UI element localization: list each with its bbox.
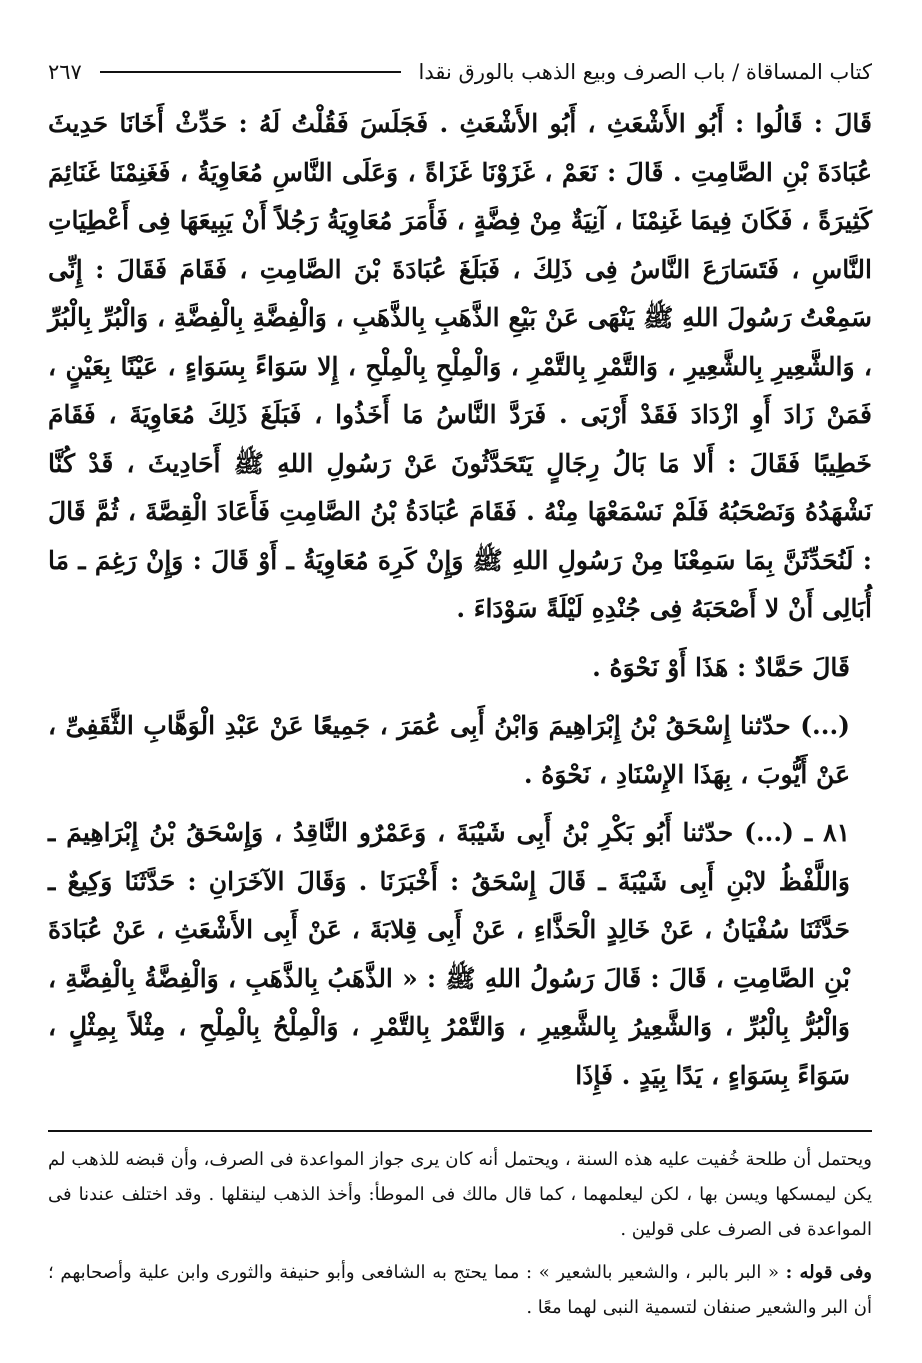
running-header [48, 52, 872, 92]
running-header-title: كتاب المساقاة / باب الصرف وبيع الذهب بالورق نقدا [418, 60, 872, 84]
footnote-lead: وفى قوله : [785, 1262, 873, 1283]
footnotes [48, 1142, 872, 1325]
header-rule [100, 71, 401, 73]
body-paragraph-2: قَالَ حَمَّادٌ : هَذَا أَوْ نَحْوَهُ . [592, 652, 850, 682]
footnote-separator [48, 1130, 872, 1132]
body-paragraph-3: (...) حدّثنا إِسْحَقُ بْنُ إِبْرَاهِيمَ وَابْنُ أَبِى عُمَرَ ، جَمِيعًا عَنْ عَبْدِ الْوَهَّابِ الثَّقَفِىِّ ، عَنْ أَيُّوبَ ، بِهَذَا الإِسْنَادِ ، نَحْوَهُ . [48, 711, 850, 789]
page-number: ٢٦٧ [48, 60, 82, 84]
footnote-text: « البر بالبر ، والشعير بالشعير » : مما يحتج به الشافعى وأبو حنيفة والثورى وابن علية وأصحابهم ؛ أن البر والشعير صنفان لتسمية النبى لهما معًا . [48, 1262, 872, 1318]
footnote-paragraph-1: ويحتمل أن طلحة خُفيت عليه هذه السنة ، ويحتمل أنه كان يرى جواز المواعدة فى الصرف، وأن قبضه للذهب لم يكن ليمسكها ويسن بها ، لكن ليعلمهما ، كما قال مالك فى الموطأ: وأخذ الذهب لينقلها . وقد اختلف عندنا فى المواعدة فى الصرف على قولين . [48, 1149, 872, 1240]
body-paragraph-4: ٨١ ـ (...) حدّثنا أَبُو بَكْرِ بْنُ أَبِى شَيْبَةَ ، وَعَمْرٌو النَّاقِدُ ، وَإِسْحَقُ بْنُ إِبْرَاهِيمَ ـ وَاللَّفْظُ لابْنِ أَبِى شَيْبَةَ ـ قَالَ إِسْحَقُ : أَخْبَرَنَا . وَقَالَ الآخَرَانِ : حَدَّثَنَا وَكِيعٌ ـ حَدَّثَنَا سُفْيَانُ ، عَنْ خَالِدٍ الْحَذَّاءِ ، عَنْ أَبِى قِلابَةَ ، عَنْ أَبِى الأَشْعَثِ ، عَنْ عُبَادَةَ بْنِ الصَّامِتِ ، قَالَ : قَالَ رَسُولُ اللهِ ﷺ : « الذَّهَبُ بِالذَّهَبِ ، وَالْفِضَّةُ بِالْفِضَّةِ ، وَالْبُرُّ بِالْبُرِّ ، وَالشَّعِيرُ بِالشَّعِيرِ ، وَالتَّمْرُ بِالتَّمْرِ ، وَالْمِلْحُ بِالْمِلْحِ ، مِثْلاً بِمِثْلٍ ، سَوَاءً بِسَوَاءٍ ، يَدًا بِيَدٍ . فَإِذَا [48, 818, 850, 1090]
body-paragraph-1: قَالَ : قَالُوا : أَبُو الأَشْعَثِ ، أَبُو الأَشْعَثِ . فَجَلَسَ فَقُلْتُ لَهُ : حَدِّثْ أَخَانَا حَدِيثَ عُبَادَةَ بْنِ الصَّامِتِ . قَالَ : نَعَمْ ، غَزَوْنَا غَزَاةً ، وَعَلَى النَّاسِ مُعَاوِيَةُ ، فَغَنِمْنَا غَنَائِمَ كَثِيرَةً ، فَكَانَ فِيمَا غَنِمْنَا ، آنِيَةٌ مِنْ فِضَّةٍ ، فَأَمَرَ مُعَاوِيَةُ رَجُلاً أَنْ يَبِيعَهَا فِى أَعْطِيَاتِ النَّاسِ ، فَتَسَارَعَ النَّاسُ فِى ذَلِكَ ، فَبَلَغَ عُبَادَةَ بْنَ الصَّامِتِ ، فَقَامَ فَقَالَ : إِنِّى سَمِعْتُ رَسُولَ اللهِ ﷺ يَنْهَى عَنْ بَيْعِ الذَّهَبِ بِالذَّهَبِ ، وَالْفِضَّةِ بِالْفِضَّةِ ، وَالْبُرِّ بِالْبُرِّ ، وَالشَّعِيرِ بِالشَّعِيرِ ، وَالتَّمْرِ بِالتَّمْرِ ، وَالْمِلْحِ بِالْمِلْحِ ، إِلا سَوَاءً بِسَوَاءٍ ، عَيْنًا بِعَيْنٍ ، فَمَنْ زَادَ أَوِ ازْدَادَ فَقَدْ أَرْبَى . فَرَدَّ النَّاسُ مَا أَخَذُوا ، فَبَلَغَ ذَلِكَ مُعَاوِيَةَ ، فَقَامَ خَطِيبًا فَقَالَ : أَلا مَا بَالُ رِجَالٍ يَتَحَدَّثُونَ عَنْ رَسُولِ اللهِ ﷺ أَحَادِيثَ ، قَدْ كُنَّا نَشْهَدُهُ وَنَصْحَبُهُ فَلَمْ نَسْمَعْهَا مِنْهُ . فَقَامَ عُبَادَةُ بْنُ الصَّامِتِ فَأَعَادَ الْقِصَّةَ ، ثُمَّ قَالَ : لَنُحَدِّثَنَّ بِمَا سَمِعْنَا مِنْ رَسُولِ اللهِ ﷺ وَإِنْ كَرِهَ مُعَاوِيَةُ ـ أَوْ قَالَ : وَإِنْ رَغِمَ ـ مَا أُبَالِى أَنْ لا أَصْحَبَهُ فِى جُنْدِهِ لَيْلَةً سَوْدَاءَ . [48, 109, 872, 623]
main-text [48, 100, 872, 1100]
footnote-paragraph-2 [48, 1255, 872, 1325]
